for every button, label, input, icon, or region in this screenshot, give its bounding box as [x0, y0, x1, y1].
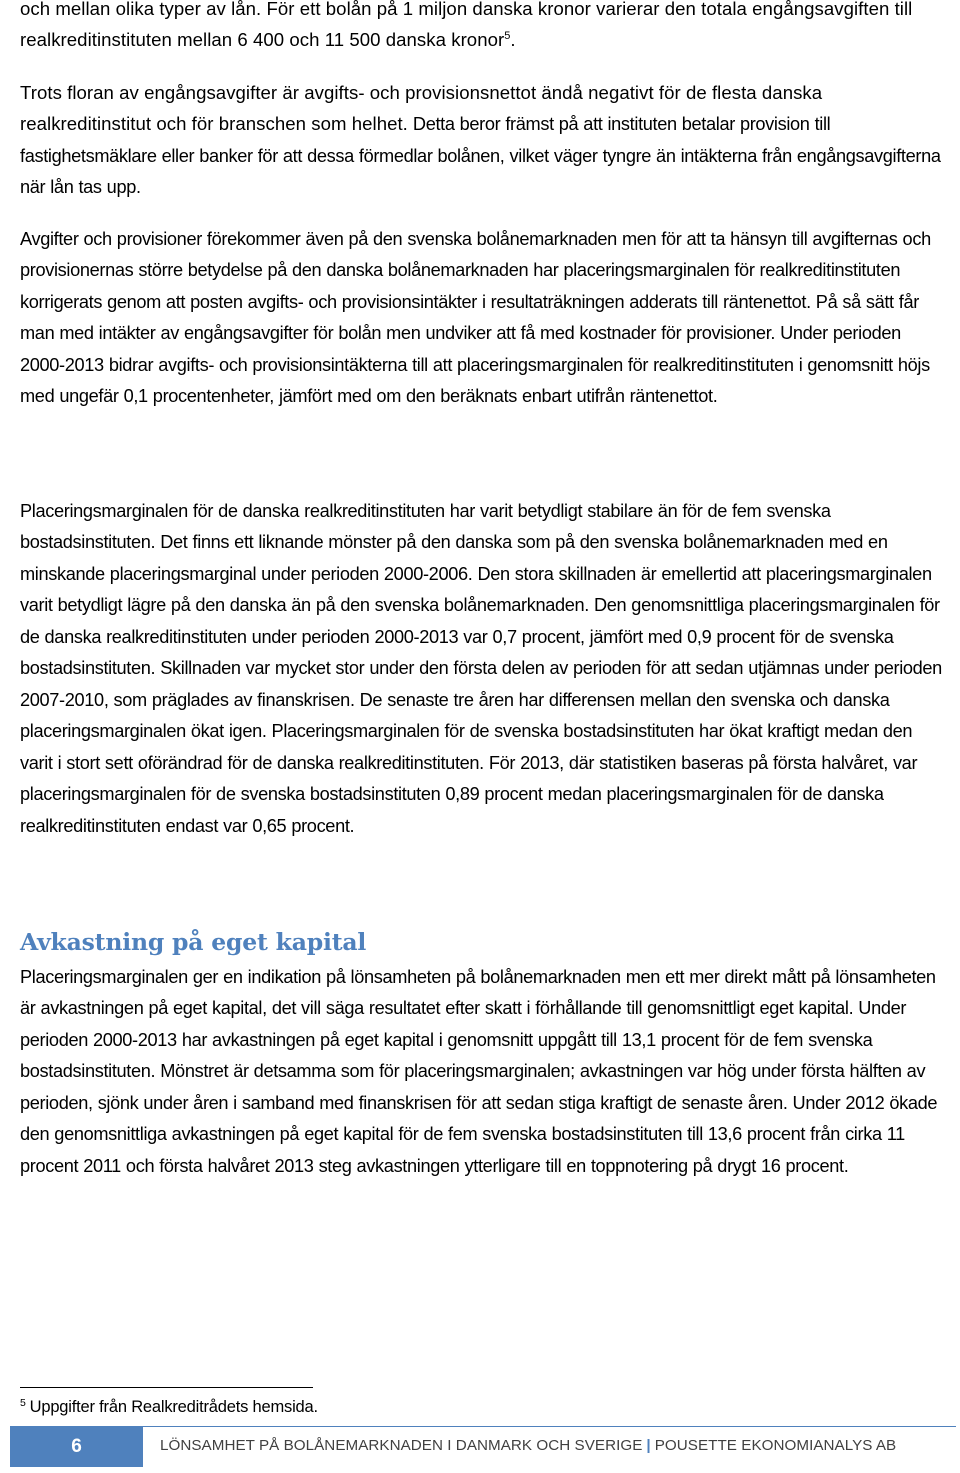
footer-publisher: POUSETTE EKONOMIANALYS AB [654, 1437, 897, 1454]
footnote-number: 5 [20, 1396, 26, 1409]
paragraph-end: . [510, 29, 516, 51]
footnote-divider [20, 1387, 313, 1388]
body-paragraph: Placeringsmarginalen för de danska realkreditinstituten har varit betydligt stabilare än för de fem svenska bostadsinstituten. Det finns ett liknande mönster på den danska som på den svenska bolånemarknaden med en minskande placeringsmarginal under perioden 2000-2006. Den stora skillnaden är emellertid att placeringsmarginalen varit betydligt lägre på den danska än på den svenska bolånemarknaden. Den genomsnittliga placeringsmarginalen för de danska realkreditinstituten under perioden 2000-2013 var 0,7 procent, jämfört med 0,9 procent för de svenska bostadsinstituten. Skillnaden var mycket stor under den första delen av perioden för att sedan utjämnas under perioden 2007-2010, som präglades av finanskrisen. De senaste tre åren har differensen mellan den svenska och danska placeringsmarginalen ökat igen. Placeringsmarginalen för de svenska bostadsinstituten har ökat kraftigt medan den varit i stort sett oförändrad för de danska realkreditinstituten. För 2013, där statistiken baseras på första halvåret, var placeringsmarginalen för de svenska bostadsinstituten 0,89 procent medan placeringsmarginalen för de danska realkreditinstituten endast var 0,65 procent. [20, 501, 942, 836]
body-paragraph [20, 0, 945, 55]
page-number: 6 [71, 1436, 82, 1457]
page-number-box [10, 1427, 143, 1467]
footnote-reference[interactable]: 5 [504, 30, 511, 43]
footer-title: LÖNSAMHET PÅ BOLÅNEMARKNADEN I DANMARK OCH SVERIGE [160, 1437, 643, 1454]
footer-separator: | [646, 1437, 651, 1454]
footer-divider [10, 1426, 956, 1427]
section-heading: Avkastning på eget kapital [20, 928, 367, 956]
paragraph-text: och mellan olika typer av lån. För ett bolån på 1 miljon danska kronor varierar den totala engångsavgiften till realkreditinstituten mellan 6 400 och 11 500 danska kronor [20, 0, 913, 51]
paragraph-text: Trots floran av engångsavgifter är avgifts- och provisionsnettot ändå negativt för de flesta danska realkreditinstitut och för branschen som helhet. [20, 82, 823, 135]
body-paragraph: Placeringsmarginalen ger en indikation på lönsamheten på bolånemarknaden men ett mer direkt mått på lönsamheten är avkastningen på eget kapital, det vill säga resultatet efter skatt i förhållande till genomsnittligt eget kapital. Under perioden 2000-2013 har avkastningen på eget kapital i genomsnitt uppgått till 13,1 procent för de fem svenska bostadsinstituten. Mönstret är detsamma som för placeringsmarginalen; avkastningen var hög under första hälften av perioden, sjönk under åren i samband med finanskrisen för att sedan stiga kraftigt de senaste åren. Under 2012 ökade den genomsnittliga avkastningen på eget kapital för de fem svenska bostadsinstituten till 13,6 procent från cirka 11 procent 2011 och första halvåret 2013 steg avkastningen ytterligare till en toppnotering på drygt 16 procent. [20, 967, 938, 1176]
running-footer [160, 1437, 896, 1454]
paragraph-text-continued: Detta beror främst på att instituten betalar provision till fastighetsmäklare eller banker för att dessa förmedlar bolånen, vilket väger tyngre än intäkterna från engångsavgifterna när lån tas upp. [20, 114, 941, 198]
footnote [20, 1398, 318, 1417]
body-paragraph: Avgifter och provisioner förekommer även på den svenska bolånemarknaden men för att ta hänsyn till avgifternas och provisionernas större betydelse på den danska bolånemarknaden har placeringsmarginalen för realkreditinstituten korrigerats genom att posten avgifts- och provisionsintäkter i resultaträkningen adderats till räntenettot. På så sätt får man med intäkter av engångsavgifter för bolån men undviker att få med kostnader för provisioner. Under perioden 2000-2013 bidrar avgifts- och provisionsintäkterna till att placeringsmarginalen för realkreditinstituten i genomsnitt höjs med ungefär 0,1 procentenheter, jämfört med om den beräknats enbart utifrån räntenettot. [20, 229, 931, 407]
body-paragraph [20, 77, 945, 204]
footnote-text: Uppgifter från Realkreditrådets hemsida. [29, 1398, 318, 1416]
